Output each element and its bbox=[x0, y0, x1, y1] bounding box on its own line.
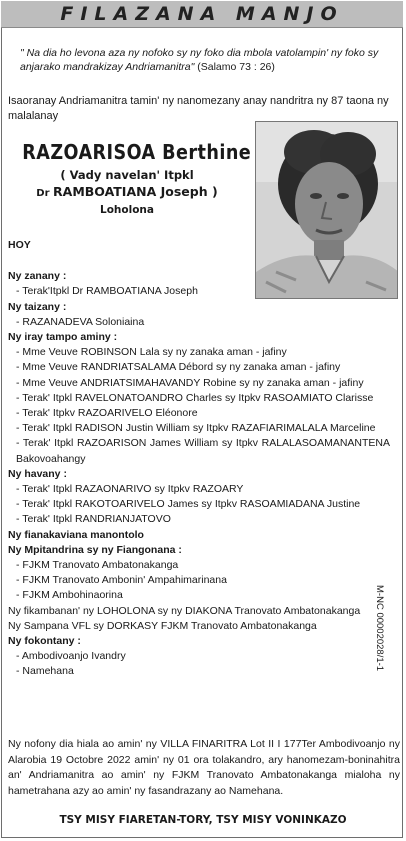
section-heading: Ny havany : bbox=[8, 467, 67, 480]
list-item: - Namehana bbox=[16, 665, 74, 678]
list-item: - Mme Veuve RANDRIATSALAMA Débord sy ny zanaka aman - jafiny bbox=[16, 361, 341, 374]
spouse-name-line bbox=[8, 183, 246, 202]
spouse-line: ( Vady navelan' Itpkl bbox=[60, 168, 194, 182]
bible-quote bbox=[20, 46, 386, 74]
deceased-name: RAZOARISOA Berthine bbox=[22, 140, 252, 164]
hoy-label: HOY bbox=[8, 239, 31, 251]
list-item: - FJKM Tranovato Ambonin' Ampahimarinana bbox=[16, 574, 227, 587]
spouse-title: Dr bbox=[36, 188, 54, 199]
quote-text: " Na dia ho levona aza ny nofoko sy ny foko dia mbola vatolampin' ny foko sy anjarako mandrakizay Andriamanitra" bbox=[20, 47, 379, 73]
list-item: - Terak' Itpkl RAVELONATOANDRO Charles sy Itpkv RASOAMIATO Clarisse bbox=[16, 391, 374, 404]
list-item: - Terak' Itpkl RADISON Justin William sy Itpkv RAZAFIARIMALALA Marceline bbox=[16, 422, 376, 435]
list-item: - Terak' Itpkl RAZOARISON James William sy Itpkv RALALASOAMANANTENA Bakovoahangy bbox=[16, 437, 390, 465]
list-item: - Terak'Itpkl Dr RAMBOATIANA Joseph bbox=[16, 285, 198, 298]
list-item: Ny Sampana VFL sy DORKASY FJKM Tranovato Ambatonakanga bbox=[8, 619, 317, 632]
list-item: - Mme Veuve ROBINSON Lala sy ny zanaka aman - jafiny bbox=[16, 346, 287, 359]
list-item: - RAZANADEVA Soloniaina bbox=[16, 315, 145, 328]
section-heading: Ny Mpitandrina sy ny Fiangonana : bbox=[8, 543, 182, 556]
relatives-list bbox=[8, 238, 400, 680]
footer-note: TSY MISY FIARETAN-TORY, TSY MISY VONINKAZO bbox=[59, 814, 347, 826]
notice-header bbox=[1, 1, 403, 28]
spouse-close: ) bbox=[207, 184, 218, 199]
list-item: - Mme Veuve ANDRIATSIMAHAVANDY Robine sy ny zanaka aman - jafiny bbox=[16, 376, 364, 389]
list-item: - FJKM Ambohinaorina bbox=[16, 589, 123, 602]
list-item: - Terak' Itpkv RAZOARIVELO Eléonore bbox=[16, 407, 198, 420]
section-heading: Ny zanany : bbox=[8, 270, 67, 283]
section-heading: Ny taizany : bbox=[8, 300, 67, 313]
deceased-role: Loholona bbox=[100, 204, 154, 216]
quote-reference: (Salamo 73 : 26) bbox=[194, 61, 275, 73]
section-heading: Ny fokontany : bbox=[8, 635, 81, 648]
list-item: - Terak' Itpkl RAZAONARIVO sy Itpkv RAZOARY bbox=[16, 483, 244, 496]
list-item: Ny fikambanan' ny LOHOLONA sy ny DIAKONA Tranovato Ambatonakanga bbox=[8, 604, 361, 617]
list-item: - FJKM Tranovato Ambatonakanga bbox=[16, 559, 179, 572]
deceased-name-block bbox=[8, 139, 252, 218]
list-item: - Terak' Itpkl RANDRIANJATOVO bbox=[16, 513, 171, 526]
section-heading: Ny iray tampo aminy : bbox=[8, 331, 118, 344]
list-item: - Ambodivoanjo Ivandry bbox=[16, 650, 126, 663]
section-heading: Ny fianakaviana manontolo bbox=[8, 528, 144, 541]
list-item: - Terak' Itpkl RAKOTOARIVELO James sy Itpkv RASOAMIADANA Justine bbox=[16, 498, 361, 511]
notice-title: FILAZANA MANJO bbox=[60, 3, 344, 25]
intro-paragraph: Isaoranay Andriamanitra tamin' ny nanomezany anay nandritra ny 87 taona ny malalanay bbox=[8, 95, 389, 122]
spouse-name: RAMBOATIANA Joseph bbox=[53, 184, 208, 199]
closing-paragraph: Ny nofony dia hiala ao amin' ny VILLA FINARITRA Lot II I 177Ter Ambodivoanjo ny Alarobia 19 Octobre 2022 amin' ny 01 ora tolakandro, ary hanomezam-boninahitra an' Andriamanitra ao amin' ny FJKM Tranovato Ambatonakanga mialoha ny hametrahana azy ao amin' ny fasandrazany ao Namehana. bbox=[8, 738, 400, 797]
reference-code: M-NC 00002028/1-1 bbox=[374, 585, 385, 672]
